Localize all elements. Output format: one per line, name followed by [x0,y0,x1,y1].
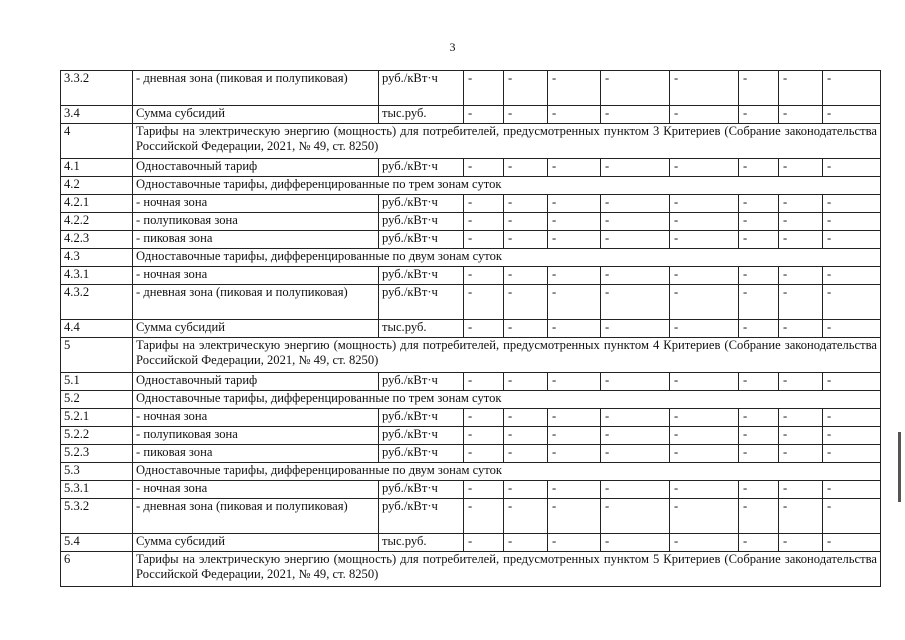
row-number-cell: 4.3.2 [61,285,133,320]
row-number-cell: 4.3 [61,249,133,267]
value-cell: - [739,71,779,106]
value-cell: - [670,231,739,249]
value-cell: - [464,373,504,391]
row-label-cell: - дневная зона (пиковая и полупиковая) [133,285,379,320]
value-cell: - [779,285,823,320]
value-cell: - [601,159,670,177]
value-cell: - [601,499,670,534]
table-row [61,427,881,445]
value-cell: - [823,231,881,249]
unit-cell: тыс.руб. [379,106,464,124]
row-number-cell: 5 [61,338,133,373]
row-number-cell: 4.2 [61,177,133,195]
value-cell: - [823,427,881,445]
value-cell: - [779,481,823,499]
value-cell: - [601,195,670,213]
value-cell: - [779,373,823,391]
value-cell: - [670,409,739,427]
value-cell: - [739,320,779,338]
unit-cell: руб./кВт·ч [379,445,464,463]
table-row [61,213,881,231]
row-number-cell: 4.1 [61,159,133,177]
value-cell: - [670,481,739,499]
unit-cell: руб./кВт·ч [379,499,464,534]
section-heading-cell: Одноставочные тарифы, дифференцированные по трем зонам суток [133,177,881,195]
value-cell: - [739,159,779,177]
section-heading-cell: Тарифы на электрическую энергию (мощность) для потребителей, предусмотренных пунктом 3 Критериев (Собрание законодательства Российской Федерации, 2021, № 49, ст. 8250) [133,124,881,159]
value-cell: - [548,195,601,213]
table-row [61,391,881,409]
value-cell: - [504,373,548,391]
table-row [61,499,881,534]
value-cell: - [779,159,823,177]
table-row [61,159,881,177]
tariff-table-body [61,71,881,587]
value-cell: - [823,285,881,320]
unit-cell: тыс.руб. [379,534,464,552]
row-label-cell: - дневная зона (пиковая и полупиковая) [133,499,379,534]
value-cell: - [601,106,670,124]
value-cell: - [670,267,739,285]
value-cell: - [504,71,548,106]
row-label-cell: Сумма субсидий [133,106,379,124]
unit-cell: руб./кВт·ч [379,409,464,427]
row-label-cell: Одноставочный тариф [133,159,379,177]
row-label-cell: - полупиковая зона [133,213,379,231]
row-number-cell: 5.2 [61,391,133,409]
row-label-cell: - пиковая зона [133,445,379,463]
value-cell: - [670,427,739,445]
table-row [61,285,881,320]
row-label-cell: Сумма субсидий [133,320,379,338]
value-cell: - [823,534,881,552]
row-label-cell: Одноставочный тариф [133,373,379,391]
value-cell: - [601,427,670,445]
value-cell: - [670,195,739,213]
value-cell: - [823,499,881,534]
section-heading-cell: Одноставочные тарифы, дифференцированные по двум зонам суток [133,463,881,481]
value-cell: - [670,213,739,231]
value-cell: - [548,106,601,124]
value-cell: - [504,159,548,177]
value-cell: - [823,195,881,213]
value-cell: - [823,409,881,427]
value-cell: - [739,106,779,124]
table-row [61,231,881,249]
value-cell: - [464,231,504,249]
row-number-cell: 5.3 [61,463,133,481]
value-cell: - [670,499,739,534]
table-row [61,445,881,463]
row-label-cell: - пиковая зона [133,231,379,249]
value-cell: - [670,285,739,320]
value-cell: - [464,499,504,534]
value-cell: - [548,427,601,445]
value-cell: - [823,320,881,338]
value-cell: - [504,267,548,285]
value-cell: - [739,373,779,391]
table-row [61,534,881,552]
value-cell: - [464,320,504,338]
value-cell: - [464,427,504,445]
value-cell: - [464,71,504,106]
value-cell: - [779,231,823,249]
row-number-cell: 4.2.3 [61,231,133,249]
unit-cell: руб./кВт·ч [379,71,464,106]
value-cell: - [504,427,548,445]
row-number-cell: 5.3.1 [61,481,133,499]
value-cell: - [601,481,670,499]
value-cell: - [464,195,504,213]
value-cell: - [779,71,823,106]
value-cell: - [823,106,881,124]
table-row [61,481,881,499]
page-number: 3 [449,40,456,54]
value-cell: - [779,499,823,534]
unit-cell: руб./кВт·ч [379,159,464,177]
value-cell: - [548,71,601,106]
value-cell: - [504,106,548,124]
value-cell: - [504,445,548,463]
value-cell: - [464,285,504,320]
value-cell: - [464,409,504,427]
value-cell: - [739,445,779,463]
table-row [61,552,881,587]
value-cell: - [464,213,504,231]
tariff-table [60,70,881,587]
value-cell: - [548,445,601,463]
value-cell: - [464,445,504,463]
value-cell: - [601,267,670,285]
value-cell: - [601,231,670,249]
value-cell: - [670,159,739,177]
table-row [61,124,881,159]
value-cell: - [739,213,779,231]
row-number-cell: 5.2.2 [61,427,133,445]
value-cell: - [779,534,823,552]
value-cell: - [548,499,601,534]
value-cell: - [779,409,823,427]
row-label-cell: - дневная зона (пиковая и полупиковая) [133,71,379,106]
value-cell: - [739,499,779,534]
table-row [61,249,881,267]
value-cell: - [739,409,779,427]
row-number-cell: 4 [61,124,133,159]
value-cell: - [670,534,739,552]
table-row [61,195,881,213]
table-row [61,177,881,195]
table-row [61,373,881,391]
value-cell: - [670,106,739,124]
table-row [61,463,881,481]
value-cell: - [823,267,881,285]
value-cell: - [823,373,881,391]
row-number-cell: 5.3.2 [61,499,133,534]
table-row [61,409,881,427]
section-heading-cell: Одноставочные тарифы, дифференцированные по двум зонам суток [133,249,881,267]
value-cell: - [670,445,739,463]
value-cell: - [504,285,548,320]
value-cell: - [739,534,779,552]
section-heading-cell: Тарифы на электрическую энергию (мощность) для потребителей, предусмотренных пунктом 4 Критериев (Собрание законодательства Российской Федерации, 2021, № 49, ст. 8250) [133,338,881,373]
row-number-cell: 5.4 [61,534,133,552]
table-row [61,338,881,373]
value-cell: - [548,267,601,285]
value-cell: - [601,320,670,338]
value-cell: - [739,481,779,499]
value-cell: - [670,373,739,391]
value-cell: - [548,231,601,249]
value-cell: - [504,195,548,213]
row-number-cell: 4.2.2 [61,213,133,231]
value-cell: - [779,106,823,124]
row-number-cell: 3.3.2 [61,71,133,106]
value-cell: - [823,213,881,231]
table-row [61,320,881,338]
value-cell: - [739,427,779,445]
unit-cell: руб./кВт·ч [379,195,464,213]
value-cell: - [504,231,548,249]
value-cell: - [504,213,548,231]
row-number-cell: 5.2.3 [61,445,133,463]
value-cell: - [504,409,548,427]
row-number-cell: 3.4 [61,106,133,124]
row-label-cell: Сумма субсидий [133,534,379,552]
value-cell: - [601,213,670,231]
value-cell: - [464,481,504,499]
value-cell: - [739,267,779,285]
row-number-cell: 5.2.1 [61,409,133,427]
row-label-cell: - ночная зона [133,481,379,499]
row-number-cell: 5.1 [61,373,133,391]
unit-cell: руб./кВт·ч [379,373,464,391]
scan-edge-mark [898,432,901,502]
value-cell: - [670,71,739,106]
value-cell: - [548,285,601,320]
value-cell: - [739,285,779,320]
unit-cell: руб./кВт·ч [379,267,464,285]
table-row [61,71,881,106]
value-cell: - [601,373,670,391]
value-cell: - [548,534,601,552]
unit-cell: тыс.руб. [379,320,464,338]
row-number-cell: 4.2.1 [61,195,133,213]
value-cell: - [548,481,601,499]
unit-cell: руб./кВт·ч [379,427,464,445]
value-cell: - [504,481,548,499]
value-cell: - [464,267,504,285]
unit-cell: руб./кВт·ч [379,213,464,231]
value-cell: - [601,534,670,552]
value-cell: - [779,267,823,285]
value-cell: - [601,71,670,106]
value-cell: - [779,320,823,338]
row-label-cell: - ночная зона [133,409,379,427]
unit-cell: руб./кВт·ч [379,231,464,249]
value-cell: - [670,320,739,338]
value-cell: - [601,445,670,463]
row-label-cell: - ночная зона [133,267,379,285]
value-cell: - [739,231,779,249]
value-cell: - [464,534,504,552]
section-heading-cell: Одноставочные тарифы, дифференцированные по трем зонам суток [133,391,881,409]
row-label-cell: - ночная зона [133,195,379,213]
row-number-cell: 4.3.1 [61,267,133,285]
value-cell: - [601,285,670,320]
value-cell: - [779,195,823,213]
value-cell: - [504,320,548,338]
table-row [61,106,881,124]
row-label-cell: - полупиковая зона [133,427,379,445]
value-cell: - [779,445,823,463]
value-cell: - [464,159,504,177]
value-cell: - [548,213,601,231]
value-cell: - [548,320,601,338]
row-number-cell: 6 [61,552,133,587]
value-cell: - [548,373,601,391]
value-cell: - [823,445,881,463]
row-number-cell: 4.4 [61,320,133,338]
value-cell: - [823,159,881,177]
value-cell: - [504,499,548,534]
value-cell: - [548,409,601,427]
value-cell: - [823,481,881,499]
value-cell: - [779,427,823,445]
unit-cell: руб./кВт·ч [379,285,464,320]
section-heading-cell: Тарифы на электрическую энергию (мощность) для потребителей, предусмотренных пунктом 5 Критериев (Собрание законодательства Российской Федерации, 2021, № 49, ст. 8250) [133,552,881,587]
value-cell: - [739,195,779,213]
value-cell: - [779,213,823,231]
value-cell: - [601,409,670,427]
value-cell: - [823,71,881,106]
value-cell: - [504,534,548,552]
unit-cell: руб./кВт·ч [379,481,464,499]
table-row [61,267,881,285]
value-cell: - [548,159,601,177]
value-cell: - [464,106,504,124]
